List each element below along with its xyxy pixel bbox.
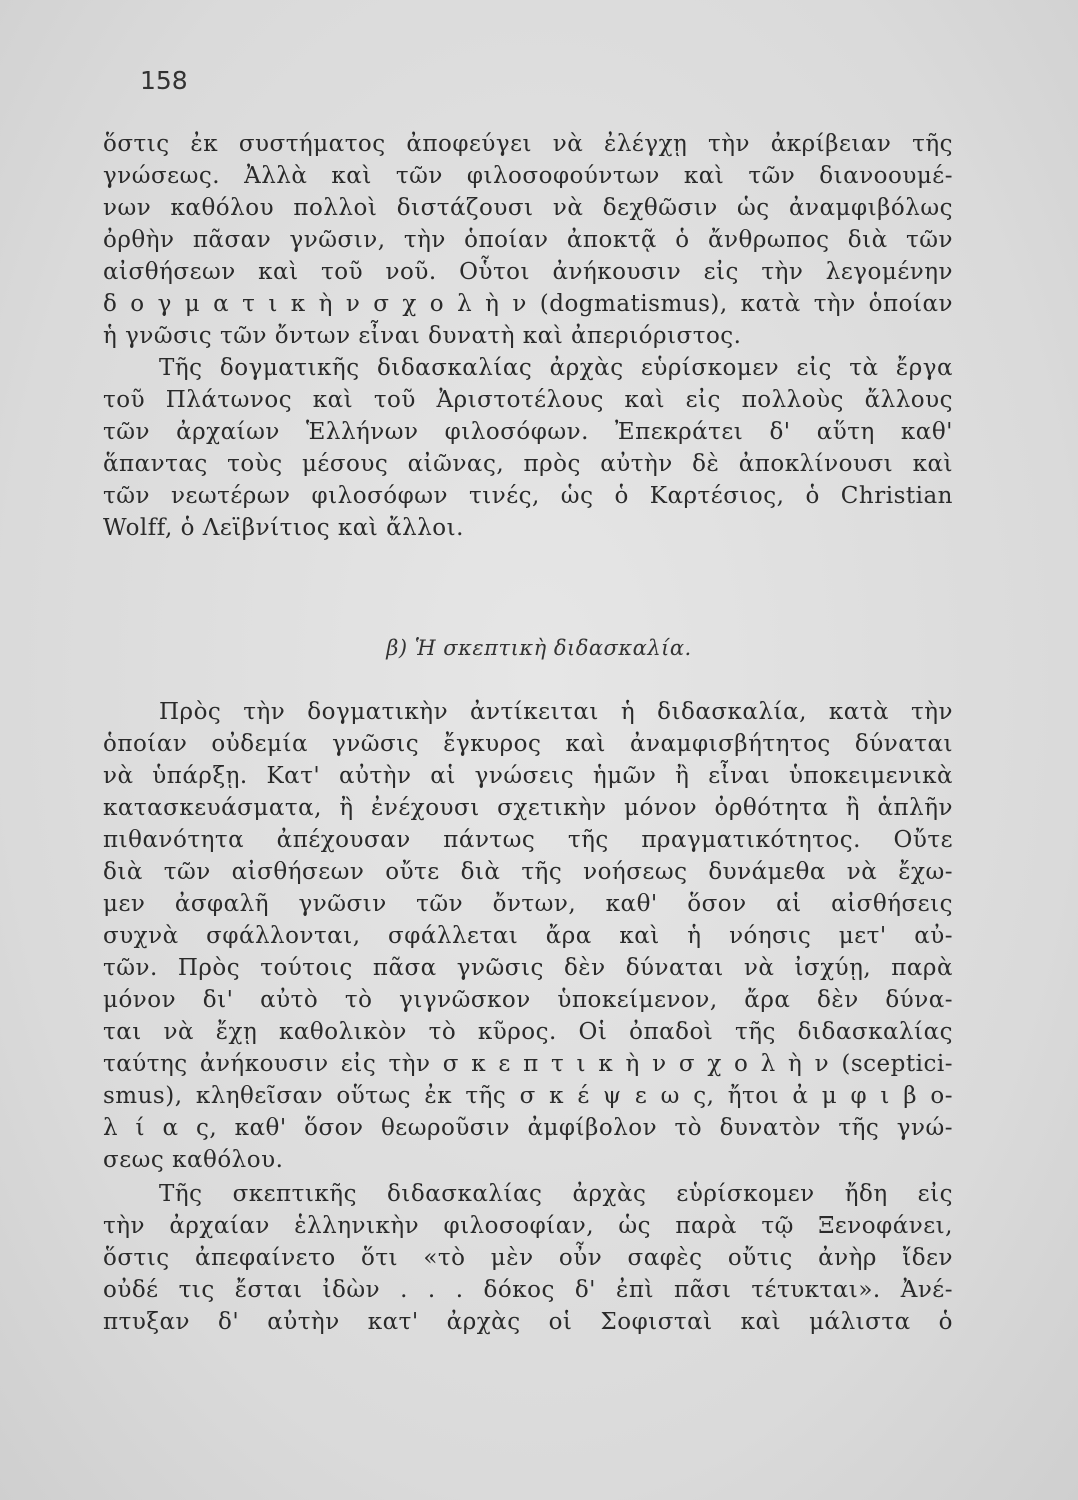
text-line: διὰ τῶν αἰσθήσεων οὔτε διὰ τῆς νοήσεως δυνάμεθα νὰ ἔχω- — [103, 859, 953, 885]
text-line: Wolff, ὁ Λεϊβνίτιος καὶ ἄλλοι. — [103, 515, 464, 541]
text-line: ὅστις ἀπεφαίνετο ὅτι «τὸ μὲν οὖν σαφὲς οὔτις ἀνὴρ ἴδεν — [103, 1245, 953, 1271]
text-line: ἡ γνῶσις τῶν ὄντων εἶναι δυνατὴ καὶ ἀπεριόριστος. — [103, 323, 742, 349]
text-block-upper — [103, 128, 953, 544]
text-line: ὁποίαν οὐδεμία γνῶσις ἔγκυρος καὶ ἀναμφισβήτητος δύναται — [103, 731, 953, 757]
text-line: σεως καθόλου. — [103, 1147, 284, 1173]
text-line: Τῆς σκεπτικῆς διδασκαλίας ἀρχὰς εὑρίσκομεν ἤδη εἰς — [159, 1181, 953, 1207]
text-block-lower — [103, 696, 953, 1338]
text-line: κατασκευάσματα, ἢ ἐνέχουσι σχετικὴν μόνον ὀρθότητα ἢ ἁπλῆν — [103, 795, 953, 821]
text-line: τῶν ἀρχαίων Ἑλλήνων φιλοσόφων. Ἐπεκράτει δ' αὕτη καθ' — [103, 419, 953, 445]
paragraph-dogmatism-intro — [103, 128, 953, 352]
text-line: τὴν ἀρχαίαν ἑλληνικὴν φιλοσοφίαν, ὡς παρὰ τῷ Ξενοφάνει, — [103, 1213, 953, 1239]
text-line: γνώσεως. Ἀλλὰ καὶ τῶν φιλοσοφούντων καὶ τῶν διανοουμέ- — [103, 163, 953, 189]
paragraph-skepticism-origins — [103, 1178, 953, 1338]
text-line: ται νὰ ἔχῃ καθολικὸν τὸ κῦρος. Οἱ ὀπαδοὶ τῆς διδασκαλίας — [103, 1019, 953, 1045]
text-line: ὅστις ἐκ συστήματος ἀποφεύγει νὰ ἐλέγχῃ τὴν ἀκρίβειαν τῆς — [103, 131, 953, 157]
text-line: ἅπαντας τοὺς μέσους αἰῶνας, πρὸς αὐτὴν δὲ ἀποκλίνουσι καὶ — [103, 451, 953, 477]
text-line: νὰ ὑπάρξῃ. Κατ' αὐτὴν αἱ γνώσεις ἡμῶν ἢ εἶναι ὑποκειμενικὰ — [103, 763, 953, 789]
text-line: τῶν νεωτέρων φιλοσόφων τινές, ὡς ὁ Καρτέσιος, ὁ Christian — [103, 483, 953, 509]
text-line: ταύτης ἀνήκουσιν εἰς τὴν σ κ ε π τ ι κ ὴ ν σ χ ο λ ὴ ν (sceptici- — [103, 1051, 953, 1077]
text-line: λ ί α ς, καθ' ὅσον θεωροῦσιν ἀμφίβολον τὸ δυνατὸν τῆς γνώ- — [103, 1115, 953, 1141]
paragraph-skepticism-definition — [103, 696, 953, 1176]
text-line: συχνὰ σφάλλονται, σφάλλεται ἄρα καὶ ἡ νόησις μετ' αὐ- — [103, 923, 953, 949]
text-line: μόνον δι' αὐτὸ τὸ γιγνῶσκον ὑποκείμενον, ἄρα δὲν δύνα- — [103, 987, 953, 1013]
text-line: οὐδέ τις ἔσται ἰδὼν . . . δόκος δ' ἐπὶ πᾶσι τέτυκται». Ἀνέ- — [103, 1277, 953, 1303]
text-line: αἰσθήσεων καὶ τοῦ νοῦ. Οὗτοι ἀνήκουσιν εἰς τὴν λεγομένην — [103, 259, 953, 285]
paragraph-dogmatism-origins — [103, 352, 953, 544]
text-line: Πρὸς τὴν δογματικὴν ἀντίκειται ἡ διδασκαλία, κατὰ τὴν — [159, 699, 953, 725]
text-line: τῶν. Πρὸς τούτοις πᾶσα γνῶσις δὲν δύναται νὰ ἰσχύῃ, παρὰ — [103, 955, 953, 981]
page-number: 158 — [140, 66, 188, 95]
text-line: ὀρθὴν πᾶσαν γνῶσιν, τὴν ὁποίαν ἀποκτᾷ ὁ ἄνθρωπος διὰ τῶν — [103, 227, 953, 253]
text-line: μεν ἀσφαλῆ γνῶσιν τῶν ὄντων, καθ' ὅσον αἱ αἰσθήσεις — [103, 891, 953, 917]
text-line: νων καθόλου πολλοὶ διστάζουσι νὰ δεχθῶσιν ὡς ἀναμφιβόλως — [103, 195, 953, 221]
text-line: δ ο γ μ α τ ι κ ὴ ν σ χ ο λ ὴ ν (dogmatismus), κατὰ τὴν ὁποίαν — [103, 291, 953, 317]
section-heading: β) Ἡ σκεπτικὴ διδασκαλία. — [386, 636, 692, 660]
text-line: τοῦ Πλάτωνος καὶ τοῦ Ἀριστοτέλους καὶ εἰς πολλοὺς ἄλλους — [103, 387, 953, 413]
text-line: Τῆς δογματικῆς διδασκαλίας ἀρχὰς εὑρίσκομεν εἰς τὰ ἔργα — [159, 355, 953, 381]
text-line: πιθανότητα ἀπέχουσαν πάντως τῆς πραγματικότητος. Οὔτε — [103, 827, 953, 853]
text-line: smus), κληθεῖσαν οὕτως ἐκ τῆς σ κ έ ψ ε ω ς, ἤτοι ἀ μ φ ι β ο- — [103, 1083, 953, 1109]
text-line: πτυξαν δ' αὐτὴν κατ' ἀρχὰς οἱ Σοφισταὶ καὶ μάλιστα ὁ — [103, 1309, 953, 1335]
